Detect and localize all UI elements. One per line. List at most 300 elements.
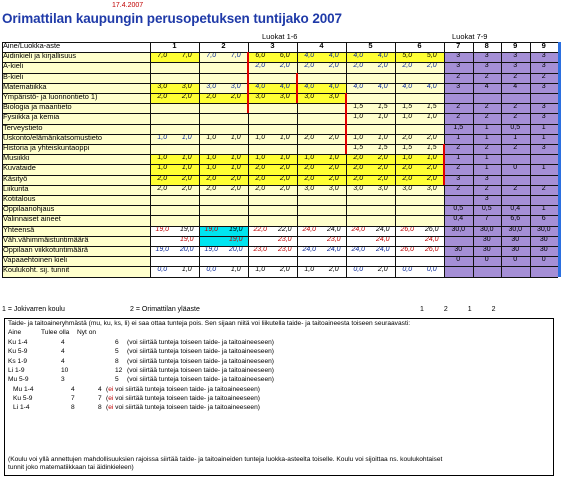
note-row-aine: Ku 5-9: [8, 348, 28, 356]
value-cell: 0,0: [150, 266, 175, 276]
upper-value-cell: 1: [501, 134, 530, 144]
upper-value-cell: [444, 93, 473, 103]
value-cell: [150, 144, 175, 154]
date-stamp: 17.4.2007: [112, 2, 144, 9]
upper-value-cell: 0: [473, 256, 502, 266]
upper-value-cell: 2: [530, 185, 559, 195]
value-cell: [346, 124, 371, 134]
value-cell: [199, 256, 224, 266]
value-cell: 2,0: [297, 164, 322, 174]
grid-hline: [2, 256, 558, 257]
note-row-tulee: 4: [71, 385, 75, 393]
value-cell: 2,0: [322, 62, 347, 72]
value-cell: [395, 215, 420, 225]
value-cell: [248, 236, 273, 246]
value-cell: [224, 205, 249, 215]
value-cell: [395, 256, 420, 266]
value-cell: 1,0: [395, 113, 420, 123]
value-cell: 3,0: [224, 83, 249, 93]
value-cell: 2,0: [322, 164, 347, 174]
value-cell: 1,5: [420, 103, 445, 113]
value-cell: [150, 215, 175, 225]
grid-hline: [2, 205, 558, 206]
value-cell: 1,0: [371, 134, 396, 144]
grid-hline: [2, 62, 558, 63]
value-cell: [322, 124, 347, 134]
value-cell: [346, 195, 371, 205]
row-label: Fysiikka ja kemia: [2, 113, 150, 123]
value-cell: 24,0: [322, 246, 347, 256]
value-cell: [420, 256, 445, 266]
upper-value-cell: 3: [530, 144, 559, 154]
value-cell: 6,0: [273, 52, 298, 62]
value-cell: 2,0: [199, 93, 224, 103]
value-cell: 2,0: [273, 62, 298, 72]
note-row-text: (voi siirtää tunteja toiseen taide- ja taitoaineeseen): [127, 376, 274, 384]
upper-value-cell: 0,5: [501, 124, 530, 134]
note-row-aine: Mu 5-9: [8, 376, 29, 384]
value-cell: [297, 236, 322, 246]
value-cell: [150, 256, 175, 266]
value-cell: [420, 205, 445, 215]
upper-value-cell: 4: [501, 83, 530, 93]
value-cell: [371, 205, 396, 215]
note-row-text: (ei voi siirtää tunteja toiseen taide- ja taitoaineeseen): [106, 404, 260, 412]
upper-value-cell: 30: [444, 246, 473, 256]
value-cell: 0,0: [395, 266, 420, 276]
note-row-nyt: 5: [115, 348, 119, 356]
upper-value-cell: 2: [473, 73, 502, 83]
value-cell: [175, 195, 200, 205]
value-cell: [199, 103, 224, 113]
value-cell: 2,0: [297, 134, 322, 144]
value-cell: [371, 124, 396, 134]
legend-2: 2 = Orimattilan yläaste: [130, 306, 200, 313]
red-divider: [247, 52, 249, 113]
value-cell: 1,0: [150, 164, 175, 174]
value-cell: [420, 124, 445, 134]
upper-value-cell: 4: [473, 83, 502, 93]
value-cell: [273, 113, 298, 123]
value-cell: [395, 236, 420, 246]
value-cell: 3,0: [297, 93, 322, 103]
page-title: Orimattilan kaupungin perusopetuksen tuntijako 2007: [2, 11, 342, 26]
value-cell: [175, 103, 200, 113]
value-cell: 1,0: [224, 134, 249, 144]
group-header-7-9: Luokat 7-9: [452, 32, 488, 41]
value-cell: 19,0: [199, 246, 224, 256]
grid-hline: [2, 93, 558, 94]
value-cell: [395, 124, 420, 134]
upper-value-cell: 0: [501, 256, 530, 266]
upper-value-cell: 3: [530, 113, 559, 123]
value-cell: [248, 205, 273, 215]
value-cell: 2,0: [420, 134, 445, 144]
value-cell: 2,0: [371, 175, 396, 185]
value-cell: 1,0: [248, 154, 273, 164]
upper-value-cell: [501, 266, 530, 276]
row-label: Kotitalous: [2, 195, 150, 205]
row-label: Liikunta: [2, 185, 150, 195]
value-cell: 2,0: [371, 62, 396, 72]
value-cell: [199, 205, 224, 215]
upper-value-cell: 1: [473, 134, 502, 144]
row-label: Terveystieto: [2, 124, 150, 134]
value-cell: [273, 195, 298, 205]
grid-vline: [2, 42, 3, 277]
value-cell: 3,0: [371, 185, 396, 195]
value-cell: 5,0: [395, 52, 420, 62]
value-cell: 1,0: [420, 113, 445, 123]
value-cell: 22,0: [273, 226, 298, 236]
value-cell: [297, 113, 322, 123]
note-line-1: Taide- ja taitoaineryhmästä (mu, ku, ks, li) ei saa ottaa tunteja pois. Sen sijaan niitä voi liikutella taide- ja taitoaineesta toiseen seuraavasti:: [8, 320, 411, 327]
grid-hline: [2, 134, 558, 135]
upper-value-cell: [444, 195, 473, 205]
value-cell: 22,0: [248, 226, 273, 236]
grade-header-6: 6: [395, 42, 444, 52]
value-cell: [175, 73, 200, 83]
value-cell: 1,0: [150, 134, 175, 144]
value-cell: [297, 124, 322, 134]
value-cell: 2,0: [322, 175, 347, 185]
value-cell: [297, 205, 322, 215]
value-cell: [224, 113, 249, 123]
value-cell: 24,0: [420, 236, 445, 246]
grid-hline: [2, 226, 558, 227]
value-cell: 2,0: [346, 62, 371, 72]
row-label: Valinnaiset aineet: [2, 215, 150, 225]
upper-value-cell: 2: [444, 164, 473, 174]
upper-value-cell: 2: [501, 103, 530, 113]
upper-value-cell: 3: [473, 175, 502, 185]
value-cell: 2,0: [371, 164, 396, 174]
note-row-aine: Ks 1-9: [8, 357, 28, 365]
value-cell: 1,5: [420, 144, 445, 154]
value-cell: 4,0: [297, 52, 322, 62]
value-cell: 4,0: [248, 83, 273, 93]
row-label: Uskonto/elämänkatsomustieto: [2, 134, 150, 144]
grid-vline: [501, 42, 502, 277]
value-cell: [248, 195, 273, 205]
upper-value-cell: [530, 154, 559, 164]
row-label: Oppilaan viikkotuntimäärä: [2, 246, 150, 256]
value-cell: [224, 215, 249, 225]
grid-vline: [199, 42, 200, 277]
value-cell: 24,0: [297, 246, 322, 256]
value-cell: 4,0: [273, 83, 298, 93]
upper-value-cell: 2: [473, 144, 502, 154]
value-cell: 1,0: [224, 164, 249, 174]
grid-vline: [150, 42, 151, 277]
grade-header-3: 3: [248, 42, 297, 52]
grade-header-8: 8: [473, 42, 502, 52]
upper-value-cell: 1: [530, 134, 559, 144]
value-cell: 4,0: [297, 83, 322, 93]
value-cell: 2,0: [224, 185, 249, 195]
value-cell: 0,0: [199, 266, 224, 276]
value-cell: 24,0: [371, 226, 396, 236]
value-cell: [371, 256, 396, 266]
value-cell: 1,0: [175, 164, 200, 174]
note-ei-highlight: ei: [108, 385, 114, 393]
value-cell: 2,0: [322, 134, 347, 144]
value-cell: [199, 215, 224, 225]
value-cell: [248, 73, 273, 83]
value-cell: [224, 62, 249, 72]
note-row-aine: Mu 1-4: [13, 385, 34, 393]
value-cell: [224, 73, 249, 83]
value-cell: 24,0: [371, 246, 396, 256]
upper-value-cell: 30,0: [530, 226, 559, 236]
value-cell: [420, 73, 445, 83]
value-cell: 1,0: [346, 134, 371, 144]
value-cell: [224, 144, 249, 154]
value-cell: [346, 73, 371, 83]
grid-hline: [2, 83, 558, 84]
value-cell: [395, 205, 420, 215]
value-cell: 1,0: [297, 266, 322, 276]
value-cell: 1,5: [371, 144, 396, 154]
row-label: B-kieli: [2, 73, 150, 83]
grid-hline: [2, 215, 558, 216]
row-label: Vapaaehtoinen kieli: [2, 256, 150, 266]
value-cell: 1,0: [371, 113, 396, 123]
value-cell: 3,0: [322, 93, 347, 103]
value-cell: [175, 62, 200, 72]
grid-vline: [346, 42, 347, 277]
value-cell: [248, 113, 273, 123]
note-row-tulee: 4: [61, 339, 65, 346]
value-cell: 4,0: [346, 83, 371, 93]
value-cell: [224, 103, 249, 113]
value-cell: 3,0: [199, 83, 224, 93]
value-cell: [322, 256, 347, 266]
value-cell: [273, 124, 298, 134]
value-cell: 0,0: [346, 266, 371, 276]
value-cell: [395, 73, 420, 83]
value-cell: 3,0: [175, 83, 200, 93]
value-cell: 2,0: [199, 185, 224, 195]
note-row-aine: Ku 1-4: [8, 339, 28, 346]
value-cell: [175, 144, 200, 154]
upper-value-cell: 3: [444, 83, 473, 93]
value-cell: 19,0: [175, 226, 200, 236]
note-ei-highlight: ei: [108, 394, 114, 402]
value-cell: 2,0: [371, 154, 396, 164]
upper-value-cell: 0,4: [444, 215, 473, 225]
grid-hline: [2, 144, 558, 145]
value-cell: 1,5: [346, 144, 371, 154]
upper-value-cell: [501, 93, 530, 103]
upper-value-cell: 2: [501, 144, 530, 154]
value-cell: [150, 124, 175, 134]
grid-hline: [2, 246, 558, 247]
upper-value-cell: 2: [444, 73, 473, 83]
note-row-tulee: 7: [71, 394, 75, 402]
value-cell: 2,0: [420, 62, 445, 72]
value-cell: 2,0: [346, 175, 371, 185]
value-cell: 24,0: [371, 236, 396, 246]
grid-hline: [2, 185, 558, 186]
note-row-text: (ei voi siirtää tunteja toiseen taide- ja taitoaineeseen): [106, 385, 260, 393]
value-cell: 23,0: [273, 236, 298, 246]
value-cell: 2,0: [297, 62, 322, 72]
value-cell: [248, 103, 273, 113]
value-cell: [224, 124, 249, 134]
value-cell: [248, 124, 273, 134]
value-cell: 1,0: [224, 266, 249, 276]
value-cell: 1,0: [248, 134, 273, 144]
value-cell: 2,0: [150, 93, 175, 103]
grid-hline: [2, 175, 558, 176]
upper-value-cell: 3: [444, 52, 473, 62]
upper-value-cell: 3: [501, 52, 530, 62]
value-cell: 4,0: [371, 52, 396, 62]
value-cell: [322, 73, 347, 83]
value-cell: 1,0: [199, 164, 224, 174]
note-ei-highlight: ei: [108, 404, 114, 412]
red-divider: [345, 93, 347, 154]
value-cell: [297, 144, 322, 154]
upper-value-cell: 3: [501, 62, 530, 72]
value-cell: 2,0: [371, 266, 396, 276]
value-cell: [322, 144, 347, 154]
value-cell: [175, 215, 200, 225]
value-cell: [420, 195, 445, 205]
upper-value-cell: [501, 154, 530, 164]
upper-value-cell: [530, 195, 559, 205]
value-cell: 3,0: [420, 185, 445, 195]
value-cell: [224, 195, 249, 205]
upper-value-cell: 0: [444, 256, 473, 266]
value-cell: 4,0: [346, 52, 371, 62]
note-row-nyt: 12: [115, 366, 123, 374]
value-cell: 2,0: [273, 185, 298, 195]
upper-value-cell: [530, 266, 559, 276]
value-cell: [175, 256, 200, 266]
value-cell: [175, 205, 200, 215]
upper-value-cell: [501, 195, 530, 205]
row-label: Ympäristö- ja luonnontieto 1): [2, 93, 150, 103]
value-cell: [199, 236, 224, 246]
upper-value-cell: 1: [530, 164, 559, 174]
value-cell: 4,0: [322, 52, 347, 62]
value-cell: 2,0: [175, 175, 200, 185]
value-cell: 1,0: [175, 134, 200, 144]
note-row-text: (ei voi siirtää tunteja toiseen taide- ja taitoaineeseen): [106, 394, 260, 402]
value-cell: 19,0: [224, 236, 249, 246]
grade-header-4: 4: [297, 42, 346, 52]
grade-header-9: 9: [501, 42, 530, 52]
value-cell: 3,0: [248, 93, 273, 103]
note-row-tulee: 3: [61, 376, 65, 384]
value-cell: 2,0: [297, 175, 322, 185]
value-cell: 1,0: [224, 154, 249, 164]
value-cell: 2,0: [224, 175, 249, 185]
value-cell: 2,0: [248, 185, 273, 195]
header-label: Aine/Luokka-aste: [2, 42, 150, 52]
value-cell: [150, 205, 175, 215]
upper-value-cell: 3: [473, 52, 502, 62]
note-row-aine: Li 1-9: [8, 366, 25, 374]
note-row-tulee: 4: [61, 357, 65, 365]
value-cell: 1,0: [248, 266, 273, 276]
value-cell: 1,0: [150, 154, 175, 164]
upper-value-cell: 1,5: [444, 124, 473, 134]
value-cell: 2,0: [248, 62, 273, 72]
value-cell: 23,0: [273, 246, 298, 256]
blue-edge: [558, 42, 561, 277]
value-cell: 26,0: [395, 246, 420, 256]
upper-value-cell: 30: [530, 246, 559, 256]
value-cell: 1,0: [273, 154, 298, 164]
upper-value-cell: 3: [530, 62, 559, 72]
value-cell: [371, 93, 396, 103]
grid-hline: [2, 113, 558, 114]
value-cell: [175, 113, 200, 123]
upper-value-cell: 2: [444, 185, 473, 195]
upper-value-cell: 0,4: [501, 205, 530, 215]
upper-value-cell: 3: [530, 103, 559, 113]
value-cell: [420, 215, 445, 225]
value-cell: 2,0: [248, 175, 273, 185]
value-cell: 2,0: [150, 175, 175, 185]
upper-value-cell: 30: [473, 236, 502, 246]
value-cell: 24,0: [346, 226, 371, 236]
grid-hline: [2, 73, 558, 74]
upper-value-cell: 3: [444, 62, 473, 72]
value-cell: [150, 103, 175, 113]
value-cell: [346, 256, 371, 266]
upper-value-cell: 0,5: [473, 205, 502, 215]
value-cell: 24,0: [322, 226, 347, 236]
value-cell: 23,0: [322, 236, 347, 246]
value-cell: 1,0: [199, 134, 224, 144]
grid-hline: [2, 52, 558, 53]
value-cell: 7,0: [175, 52, 200, 62]
grade-header-1: 1: [150, 42, 199, 52]
grid-hline: [2, 154, 558, 155]
upper-value-cell: 0,5: [444, 205, 473, 215]
value-cell: 6,0: [248, 52, 273, 62]
value-cell: 2,0: [175, 185, 200, 195]
row-label: Kuvataide: [2, 164, 150, 174]
grid-vline: [530, 42, 531, 277]
grid-hline: [2, 266, 558, 267]
value-cell: 2,0: [273, 266, 298, 276]
value-cell: [150, 62, 175, 72]
value-cell: [322, 195, 347, 205]
value-cell: 3,0: [346, 185, 371, 195]
value-cell: 5,0: [420, 52, 445, 62]
upper-value-cell: 0: [530, 256, 559, 266]
note-col-tulee: Tulee olla: [41, 329, 70, 336]
note-row-tulee: 8: [71, 404, 75, 412]
row-label: Historia ja yhteiskuntaoppi: [2, 144, 150, 154]
value-cell: 4,0: [371, 83, 396, 93]
grid-hline: [2, 277, 558, 278]
value-cell: [420, 93, 445, 103]
note-row-nyt: 6: [115, 339, 119, 346]
value-cell: [297, 256, 322, 266]
upper-value-cell: 1: [473, 164, 502, 174]
upper-value-cell: 3: [473, 195, 502, 205]
upper-value-cell: 30: [501, 246, 530, 256]
footer-digits: 1212: [420, 306, 516, 313]
upper-value-cell: 3: [444, 175, 473, 185]
note-row-nyt: 8: [115, 357, 119, 365]
